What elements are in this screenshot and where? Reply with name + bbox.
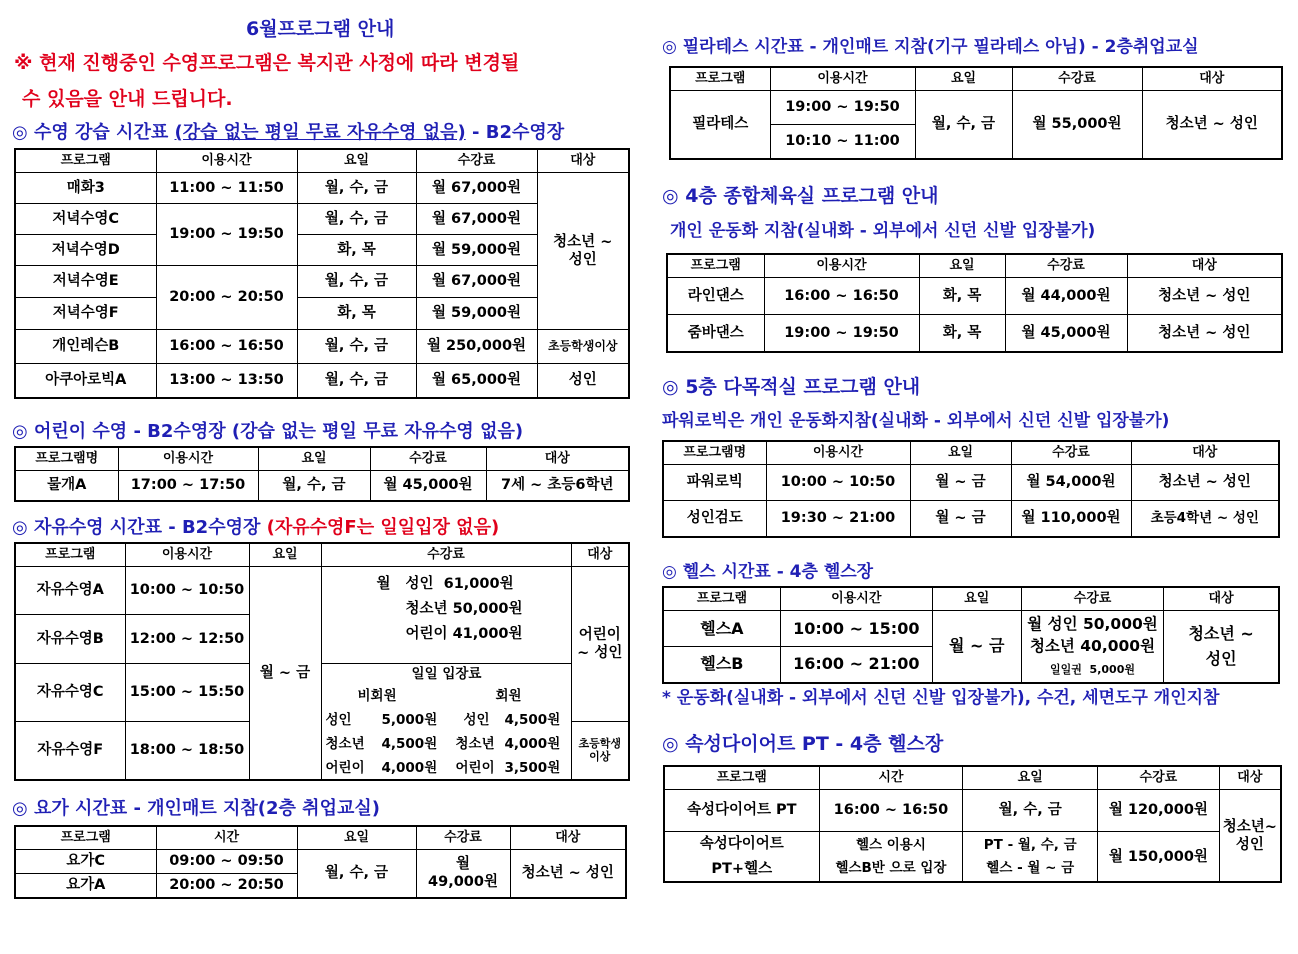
- room5-subtitle: 파워로빅은 개인 운동화지참(실내화 - 외부에서 신던 신발 입장불가): [662, 411, 1170, 431]
- target-cell: 청소년 ~ 성인: [1127, 315, 1282, 352]
- col-header: 프로그램명: [663, 441, 766, 465]
- kids-swim-title: ◎ 어린이 수영 - B2수영장 (강습 없는 평일 무료 자유수영 없음): [12, 421, 524, 442]
- time-cell: 10:10 ~ 11:00: [770, 125, 915, 159]
- table-row: [667, 278, 1282, 315]
- time-cell: 16:00 ~ 16:50: [819, 790, 963, 832]
- program-cell: 자유수영C: [15, 664, 125, 722]
- days-cell: 월, 수, 금: [297, 850, 416, 898]
- monthly-fee-cell: [321, 567, 571, 664]
- time-cell: 11:00 ~ 11:50: [156, 173, 297, 204]
- swim-lessons-title-underlined: (강습 없는 평일 무료 자유수영 없음): [174, 122, 466, 143]
- fee-line: 49,000원: [428, 874, 498, 891]
- table-row: [15, 266, 629, 298]
- daily-fee: 4,500원: [504, 712, 561, 728]
- table-row: [15, 471, 629, 501]
- notice-line-1: ※ 현재 진행중인 수영프로그램은 복지관 사정에 따라 변경될: [14, 52, 520, 74]
- days-cell: 화, 목: [297, 298, 416, 330]
- col-header: 시간: [156, 826, 297, 850]
- table-row: [15, 664, 629, 722]
- table-row: [663, 501, 1279, 537]
- daily-label: 성인: [463, 712, 490, 728]
- target-cell: 7세 ~ 초등6학년: [486, 471, 629, 501]
- col-header: 수강료: [1005, 254, 1127, 278]
- table-row: [663, 465, 1279, 501]
- col-header: 이용시간: [118, 447, 258, 471]
- daily-fee: 4,000원: [381, 760, 438, 776]
- days-line: 헬스 - 월 ~ 금: [986, 859, 1075, 876]
- col-header: 수강료: [321, 543, 571, 567]
- swim-lessons-table: [14, 148, 630, 399]
- table-header-row: [663, 441, 1279, 465]
- col-header: 요일: [910, 441, 1011, 465]
- table-header-row: [663, 587, 1279, 611]
- target-cell: [571, 567, 629, 722]
- free-swim-title-prefix: ◎ 자유수영 시간표 - B2수영장: [12, 517, 267, 538]
- target-cell: [1164, 611, 1279, 683]
- health-table: [662, 586, 1280, 684]
- free-swim-table: [14, 542, 630, 781]
- col-header: 프로그램: [664, 766, 819, 790]
- fee-line: 월 성인 50,000원: [1027, 614, 1158, 633]
- fee-cell: 월 54,000원: [1011, 465, 1131, 501]
- daily-fee: 3,500원: [504, 760, 561, 776]
- yoga-table: [14, 825, 627, 899]
- table-row: [15, 204, 629, 235]
- table-header-row: [15, 149, 629, 173]
- days-cell: 화, 목: [919, 278, 1005, 315]
- health-note: * 운동화(실내화 - 외부에서 신던 신발 입장불가), 수건, 세면도구 개인지참: [662, 688, 1220, 708]
- program-cell: 필라테스: [670, 91, 770, 159]
- time-cell: 19:00 ~ 19:50: [770, 91, 915, 125]
- table-row: [15, 330, 629, 364]
- target-line: 성인: [568, 252, 597, 268]
- fee-cell: 월 44,000원: [1005, 278, 1127, 315]
- table-row: [664, 832, 1281, 883]
- fee-line: 일일권 5,000원: [1050, 663, 1135, 677]
- program-cell: 자유수영B: [15, 615, 125, 664]
- program-cell: 매화3: [15, 173, 156, 204]
- pilates-table: [669, 66, 1283, 160]
- time-line: 헬스 이용시: [855, 836, 926, 853]
- time-cell: 18:00 ~ 18:50: [125, 722, 249, 780]
- col-header: 요일: [932, 587, 1021, 611]
- program-cell: 요가C: [15, 850, 156, 874]
- fee-cell: 월 120,000원: [1098, 790, 1220, 832]
- program-cell: 줌바댄스: [667, 315, 764, 352]
- time-cell: 09:00 ~ 09:50: [156, 850, 297, 874]
- fee-cell: 월 65,000원: [416, 364, 537, 398]
- target-cell: 초등학생이상: [537, 330, 629, 364]
- free-swim-title: [12, 513, 499, 539]
- program-cell: 개인레슨B: [15, 330, 156, 364]
- fee-cell: 월 110,000원: [1011, 501, 1131, 537]
- days-cell: 월, 수, 금: [297, 364, 416, 398]
- program-cell: [664, 832, 819, 883]
- time-cell: 17:00 ~ 17:50: [118, 471, 258, 501]
- days-cell: 화, 목: [919, 315, 1005, 352]
- fee-cell: [416, 850, 510, 898]
- days-cell: 화, 목: [297, 235, 416, 266]
- col-header: 수강료: [416, 826, 510, 850]
- program-cell: 자유수영A: [15, 567, 125, 615]
- target-line: 어린이: [578, 626, 621, 643]
- col-header: 대상: [1131, 441, 1279, 465]
- table-header-row: [15, 447, 629, 471]
- time-cell: 12:00 ~ 12:50: [125, 615, 249, 664]
- program-cell: 아쿠아로빅A: [15, 364, 156, 398]
- col-header: 수강료: [1098, 766, 1220, 790]
- daily-fee-cell: [321, 664, 571, 780]
- days-cell: 월 ~ 금: [932, 611, 1021, 683]
- target-cell: [1219, 790, 1281, 883]
- col-header: 프로그램: [663, 587, 780, 611]
- col-header: 프로그램: [15, 826, 156, 850]
- days-cell: 월, 수, 금: [297, 266, 416, 298]
- time-cell: 16:00 ~ 16:50: [764, 278, 919, 315]
- target-cell: [537, 173, 629, 330]
- pt-table: [663, 765, 1282, 883]
- program-line: 속성다이어트: [699, 836, 784, 852]
- col-header: 요일: [297, 826, 416, 850]
- col-header: 이용시간: [156, 149, 297, 173]
- health-title: ◎ 헬스 시간표 - 4층 헬스장: [662, 562, 874, 582]
- col-header: 이용시간: [766, 441, 910, 465]
- col-header: 이용시간: [780, 587, 932, 611]
- target-line: 성인: [1205, 649, 1237, 669]
- fee-cell: 월 67,000원: [416, 173, 537, 204]
- col-header: 이용시간: [764, 254, 919, 278]
- col-header: 대상: [1127, 254, 1282, 278]
- time-cell: 16:00 ~ 16:50: [156, 330, 297, 364]
- program-line: PT+헬스: [711, 860, 773, 877]
- table-row: [664, 790, 1281, 832]
- fee-cell: 월 45,000원: [370, 471, 486, 501]
- col-header: 요일: [963, 766, 1098, 790]
- time-cell: 15:00 ~ 15:50: [125, 664, 249, 722]
- daily-label: 청소년: [455, 736, 495, 752]
- program-cell: 속성다이어트 PT: [664, 790, 819, 832]
- col-header: 요일: [249, 543, 321, 567]
- pt-title: ◎ 속성다이어트 PT - 4층 헬스장: [662, 733, 944, 755]
- target-line: 청소년 ~: [1188, 623, 1254, 643]
- table-row: [15, 850, 626, 874]
- program-cell: 요가A: [15, 874, 156, 898]
- col-header: 프로그램: [15, 543, 125, 567]
- col-header: 수강료: [416, 149, 537, 173]
- fee-cell: 월 67,000원: [416, 204, 537, 235]
- program-cell: 저녁수영E: [15, 266, 156, 298]
- monthly-child: 어린이 41,000원: [405, 626, 523, 642]
- table-row: [15, 364, 629, 398]
- time-cell: 10:00 ~ 15:00: [780, 611, 932, 647]
- time-cell: 19:30 ~ 21:00: [766, 501, 910, 537]
- col-header: 대상: [1142, 67, 1282, 91]
- program-cell: 파워로빅: [663, 465, 766, 501]
- days-line: PT - 월, 수, 금: [983, 836, 1077, 853]
- target-cell: 청소년 ~ 성인: [1127, 278, 1282, 315]
- program-cell: 저녁수영F: [15, 298, 156, 330]
- target-cell: 청소년 ~ 성인: [1131, 465, 1279, 501]
- time-line: 헬스B반 으로 입장: [835, 859, 947, 876]
- col-header: 프로그램: [667, 254, 764, 278]
- days-cell: 월, 수, 금: [258, 471, 370, 501]
- table-header-row: [670, 67, 1282, 91]
- time-cell: 10:00 ~ 10:50: [766, 465, 910, 501]
- days-cell: 월, 수, 금: [297, 330, 416, 364]
- fee-cell: 월 250,000원: [416, 330, 537, 364]
- daily-fee: 4,500원: [381, 736, 438, 752]
- daily-label: 청소년: [325, 736, 365, 752]
- target-line: 성인: [1235, 836, 1264, 853]
- days-cell: 월 ~ 금: [249, 567, 321, 780]
- room5-title: ◎ 5층 다목적실 프로그램 안내: [662, 376, 921, 398]
- target-line: 청소년 ~: [553, 233, 613, 250]
- monthly-adult: 성인 61,000원: [405, 576, 514, 592]
- time-cell: 19:00 ~ 19:50: [764, 315, 919, 352]
- table-row: [667, 315, 1282, 352]
- daily-fee: 4,000원: [504, 736, 561, 752]
- fee-line: 월: [455, 856, 470, 873]
- table-header-row: [15, 826, 626, 850]
- col-header: 요일: [297, 149, 416, 173]
- days-cell: 월, 수, 금: [915, 91, 1012, 159]
- time-cell: [819, 832, 963, 883]
- fee-cell: 월 150,000원: [1098, 832, 1220, 883]
- fee-cell: 월 67,000원: [416, 266, 537, 298]
- target-cell: 성인: [537, 364, 629, 398]
- table-header-row: [664, 766, 1281, 790]
- program-cell: 자유수영F: [15, 722, 125, 780]
- time-cell: 20:00 ~ 20:50: [156, 266, 297, 330]
- program-cell: 성인검도: [663, 501, 766, 537]
- col-header: 대상: [1219, 766, 1281, 790]
- gym4-table: [666, 253, 1283, 353]
- table-row: [663, 611, 1279, 647]
- col-header: 대상: [537, 149, 629, 173]
- table-row: [15, 298, 629, 330]
- program-cell: 헬스A: [663, 611, 780, 647]
- daily-label: 성인: [325, 712, 352, 728]
- monthly-prefix: 월: [376, 576, 391, 592]
- daily-label: 어린이: [325, 760, 365, 776]
- days-cell: 월, 수, 금: [963, 790, 1098, 832]
- fee-cell: 월 59,000원: [416, 235, 537, 266]
- swim-lessons-title-suffix: - B2수영장: [465, 122, 565, 143]
- room5-table: [662, 440, 1280, 538]
- notice-line-2: 수 있음을 안내 드립니다.: [22, 88, 233, 110]
- swim-lessons-title-prefix: ◎ 수영 강습 시간표: [12, 122, 175, 143]
- nonmember-label: 비회원: [357, 688, 397, 704]
- target-line: 초등학생: [578, 736, 621, 750]
- days-cell: [963, 832, 1098, 883]
- col-header: 수강료: [1021, 587, 1163, 611]
- days-cell: 월, 수, 금: [297, 204, 416, 235]
- table-row: [15, 173, 629, 204]
- table-row: [15, 567, 629, 615]
- gym4-subtitle: 개인 운동화 지참(실내화 - 외부에서 신던 신발 입장불가): [670, 221, 1096, 241]
- table-row: [15, 235, 629, 266]
- fee-line: 청소년 40,000원: [1029, 637, 1156, 656]
- fee-cell: 월 55,000원: [1012, 91, 1142, 159]
- target-cell: 청소년 ~ 성인: [510, 850, 626, 898]
- time-cell: 19:00 ~ 19:50: [156, 204, 297, 266]
- col-header: 수강료: [1012, 67, 1142, 91]
- col-header: 요일: [915, 67, 1012, 91]
- target-line: 청소년~: [1222, 818, 1277, 835]
- col-header: 대상: [1164, 587, 1279, 611]
- target-cell: [571, 722, 629, 780]
- target-line: 이상: [589, 750, 611, 764]
- gym4-title: ◎ 4층 종합체육실 프로그램 안내: [662, 185, 939, 207]
- daily-title: 일일 입장료: [411, 666, 482, 682]
- col-header: 이용시간: [125, 543, 249, 567]
- target-cell: 초등4학년 ~ 성인: [1131, 501, 1279, 537]
- free-swim-title-red: (자유수영F는 일일입장 없음): [266, 517, 500, 538]
- col-header: 시간: [819, 766, 963, 790]
- daily-label: 어린이: [455, 760, 495, 776]
- fee-cell: [1021, 611, 1163, 683]
- time-cell: 16:00 ~ 21:00: [780, 647, 932, 683]
- fee-cell: 월 45,000원: [1005, 315, 1127, 352]
- program-cell: 헬스B: [663, 647, 780, 683]
- col-header: 대상: [571, 543, 629, 567]
- kids-swim-table: [14, 446, 630, 502]
- yoga-title: ◎ 요가 시간표 - 개인매트 지참(2층 취업교실): [12, 798, 380, 819]
- fee-cell: 월 59,000원: [416, 298, 537, 330]
- col-header: 요일: [919, 254, 1005, 278]
- page-title: 6월프로그램 안내: [246, 18, 395, 40]
- col-header: 프로그램: [15, 149, 156, 173]
- col-header: 이용시간: [770, 67, 915, 91]
- col-header: 대상: [510, 826, 626, 850]
- member-label: 회원: [495, 688, 522, 704]
- program-cell: 물개A: [15, 471, 118, 501]
- table-header-row: [15, 543, 629, 567]
- time-cell: 13:00 ~ 13:50: [156, 364, 297, 398]
- days-cell: 월 ~ 금: [910, 501, 1011, 537]
- time-cell: 10:00 ~ 10:50: [125, 567, 249, 615]
- table-row: [670, 91, 1282, 125]
- time-cell: 20:00 ~ 20:50: [156, 874, 297, 898]
- col-header: 수강료: [370, 447, 486, 471]
- table-header-row: [667, 254, 1282, 278]
- daily-fee: 5,000원: [381, 712, 438, 728]
- program-cell: 저녁수영C: [15, 204, 156, 235]
- col-header: 수강료: [1011, 441, 1131, 465]
- target-line: ~ 성인: [577, 645, 623, 661]
- program-cell: 저녁수영D: [15, 235, 156, 266]
- col-header: 대상: [486, 447, 629, 471]
- days-cell: 월, 수, 금: [297, 173, 416, 204]
- monthly-youth: 청소년 50,000원: [405, 601, 523, 617]
- target-cell: 청소년 ~ 성인: [1142, 91, 1282, 159]
- pilates-title: ◎ 필라테스 시간표 - 개인매트 지참(기구 필라테스 아님) - 2층취업교실: [662, 37, 1199, 57]
- col-header: 프로그램: [670, 67, 770, 91]
- col-header: 프로그램명: [15, 447, 118, 471]
- swim-lessons-title: [12, 118, 564, 144]
- days-cell: 월 ~ 금: [910, 465, 1011, 501]
- program-cell: 라인댄스: [667, 278, 764, 315]
- col-header: 요일: [258, 447, 370, 471]
